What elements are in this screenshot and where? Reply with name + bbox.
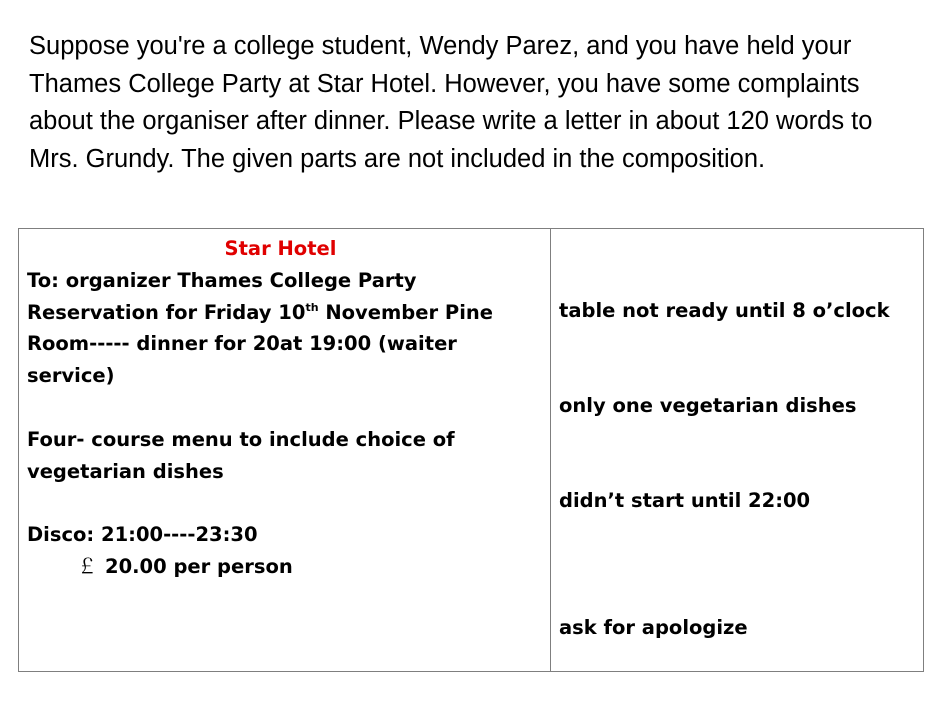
reservation-text-start: Reservation for Friday 10 bbox=[27, 300, 306, 324]
price-line bbox=[27, 551, 542, 583]
date-ordinal-suffix: th bbox=[305, 300, 319, 314]
complaints-cell bbox=[551, 229, 924, 672]
disco-time: Disco: 21:00----23:30 bbox=[27, 523, 258, 547]
booking-details-cell bbox=[19, 229, 551, 672]
table-row bbox=[19, 229, 924, 672]
hotel-name: Star Hotel bbox=[224, 237, 337, 260]
recipient-line: To: organizer Thames College Party bbox=[27, 268, 417, 292]
complaint-table-not-ready: table not ready until 8 o’clock bbox=[559, 299, 890, 322]
reservation-table bbox=[18, 228, 924, 672]
complaint-apology-request: ask for apologize bbox=[559, 616, 748, 639]
complaint-vegetarian: only one vegetarian dishes bbox=[559, 394, 857, 417]
price-amount: 20.00 per person bbox=[105, 554, 293, 578]
task-prompt: Suppose you're a college student, Wendy Parez, and you have held your Thames College Party at Star Hotel. However, you have some complaints about the organiser after dinner. Please write a letter in about 120 words to Mrs. Grundy. The given parts are not included in the composition. bbox=[29, 32, 873, 173]
menu-details: Four- course menu to include choice of vegetarian dishes bbox=[27, 427, 455, 483]
reservation-text-end: November Pine Room----- dinner for 20at 19:00 (waiter service) bbox=[27, 300, 493, 388]
pound-symbol: ￡ bbox=[77, 553, 97, 578]
reservation-details bbox=[27, 297, 542, 392]
complaint-disco-late: didn’t start until 22:00 bbox=[559, 489, 811, 512]
